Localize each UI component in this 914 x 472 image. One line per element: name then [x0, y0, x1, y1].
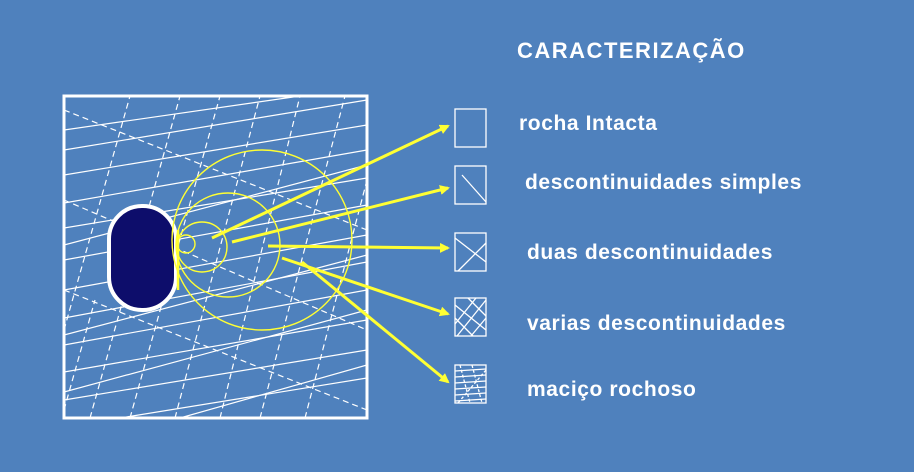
label-several-discontinuities: varias descontinuidades [527, 312, 786, 335]
label-rock-mass: maciço rochoso [527, 378, 697, 401]
scale-circles [172, 150, 352, 330]
two-discontinuities-icon [455, 233, 486, 271]
arrows [212, 126, 448, 382]
several-discontinuities-icon [455, 298, 486, 336]
intact-rock-icon [455, 109, 486, 147]
label-two-discontinuities: duas descontinuidades [527, 241, 773, 264]
single-discontinuity-icon [455, 166, 486, 204]
diagram-title: CARACTERIZAÇÃO [517, 38, 746, 63]
label-single-discontinuity: descontinuidades simples [525, 171, 802, 194]
rock-mass-icon [455, 365, 486, 403]
tunnel-shape [109, 206, 176, 310]
arrow-to-two-discontinuities [268, 246, 448, 248]
label-intact-rock: rocha Intacta [519, 112, 658, 135]
